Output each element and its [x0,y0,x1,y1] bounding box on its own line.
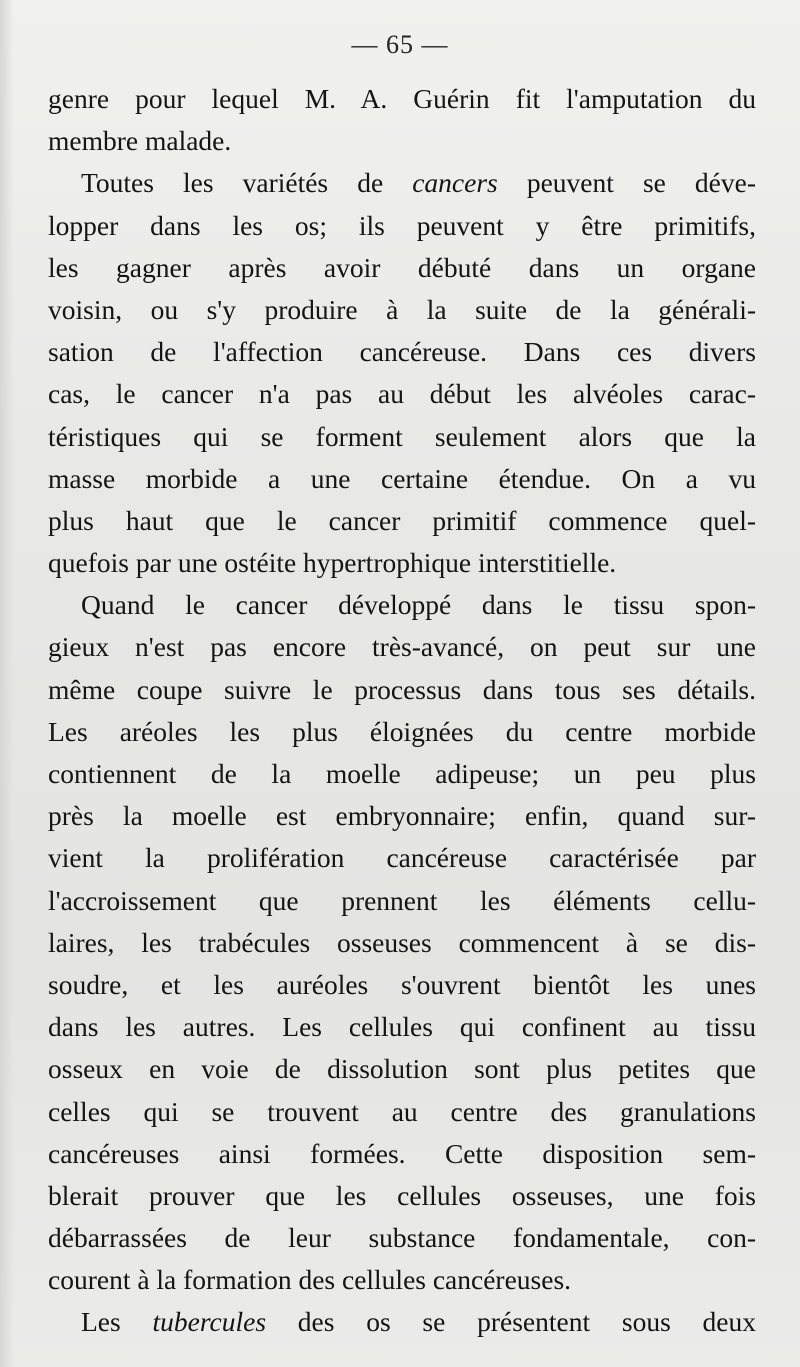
text-line: voisin, ou s'y produire à la suite de la générali- [48,293,756,325]
text-line: lopper dans les os; ils peuvent y être primitifs, [48,209,756,241]
page-edge-shadow [0,0,14,1367]
text-line: vient la prolifération cancéreuse caractérisée par [48,842,756,874]
italic-term: cancers [412,167,498,199]
text-line: genre pour lequel M. A. Guérin fit l'amputation du [48,83,756,114]
text-line: courent à la formation des cellules cancéreuses. [48,1264,572,1296]
text-line: soudre, et les auréoles s'ouvrent bientôt les unes [48,968,756,1000]
text-line: laires, les trabécules osseuses commencent à se dis- [48,926,756,958]
text-line: membre malade. [48,125,232,157]
text-line: téristiques qui se forment seulement alors que la [48,420,756,452]
text-line: cas, le cancer n'a pas au début les alvéoles carac- [48,378,756,410]
body-text [48,78,756,1344]
text-line: sation de l'affection cancéreuse. Dans ces divers [48,336,756,368]
page-number: — 65 — [351,30,449,59]
text-run: Toutes les variétés de [81,167,413,199]
text-run: des os se présentent sous deux [266,1306,756,1338]
text-line: masse morbide a une certaine étendue. On a vu [48,462,756,494]
text-line: blerait prouver que les cellules osseuses, une fois [48,1179,756,1211]
text-line [48,1301,756,1343]
text-line [48,162,756,204]
text-line: contiennent de la moelle adipeuse; un peu plus [48,758,756,789]
text-line: dans les autres. Les cellules qui confinent au tissu [48,1011,756,1043]
text-line: quefois par une ostéite hypertrophique interstitielle. [48,547,617,579]
text-run: peuvent se déve- [497,167,756,199]
text-line: plus haut que le cancer primitif commence quel- [48,504,756,536]
text-line: même coupe suivre le processus dans tous ses détails. [48,673,756,705]
text-line: débarrassées de leur substance fondamentale, con- [48,1222,756,1254]
text-line: les gagner après avoir débuté dans un organe [48,251,756,283]
text-run: Les [81,1306,153,1338]
text-line: gieux n'est pas encore très-avancé, on peut sur une [48,631,756,663]
text-line: près la moelle est embryonnaire; enfin, quand sur- [48,800,756,832]
text-line: osseux en voie de dissolution sont plus petites que [48,1053,756,1085]
text-line: celles qui se trouvent au centre des granulations [48,1095,756,1127]
text-line: cancéreuses ainsi formées. Cette disposition sem- [48,1137,756,1169]
text-line: l'accroissement que prennent les éléments cellu- [48,884,756,916]
text-line: Quand le cancer développé dans le tissu spon- [81,589,756,621]
italic-term: tubercules [152,1306,267,1338]
text-line: Les aréoles les plus éloignées du centre morbide [48,715,756,747]
